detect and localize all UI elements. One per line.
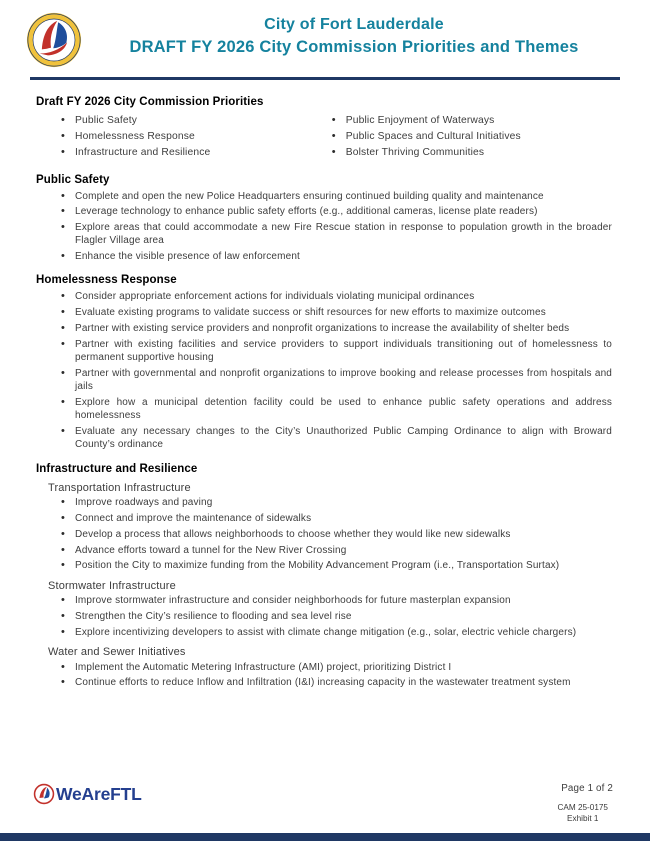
priority-item: • Homelessness Response — [60, 131, 307, 142]
section-public-safety — [36, 174, 612, 264]
transportation-list — [36, 496, 612, 572]
bullet-item: • Consider appropriate enforcement actions for individuals violating municipal ordinances — [60, 290, 612, 303]
section-heading: Infrastructure and Resilience — [36, 462, 198, 475]
bullet-item: • Implement the Automatic Metering Infrastructure (AMI) project, prioritizing District I — [60, 661, 612, 674]
document-content — [0, 80, 650, 690]
page-title: City of Fort Lauderdale — [264, 16, 444, 33]
priority-item: • Public Safety — [60, 115, 307, 126]
cam-number: CAM 25-0175 — [557, 802, 608, 812]
bullet-item: • Explore incentivizing developers to assist with climate change mitigation (e.g., solar, electric vehicle chargers) — [60, 626, 612, 639]
bullet-item: • Explore areas that could accommodate a new Fire Rescue station in response to population growth in the broader Flagler Village area — [60, 221, 612, 248]
homelessness-response-list — [36, 290, 612, 451]
bullet-item: • Complete and open the new Police Headquarters ensuring continued building quality and maintenance — [60, 190, 612, 203]
water-sewer-list — [36, 661, 612, 690]
wearftl-logo — [33, 783, 142, 805]
priorities-heading: Draft FY 2026 City Commission Priorities — [36, 95, 264, 108]
bullet-item: • Enhance the visible presence of law enforcement — [60, 250, 612, 263]
subsection-title: Water and Sewer Initiatives — [48, 646, 186, 659]
priorities-list-left — [36, 112, 307, 163]
footer-bar — [0, 833, 650, 841]
public-safety-list — [36, 190, 612, 264]
section-heading: Homelessness Response — [36, 274, 177, 287]
bullet-item: • Develop a process that allows neighborhoods to choose whether they would like new sidewalks — [60, 528, 612, 541]
city-seal-logo — [26, 12, 82, 68]
bullet-item: • Evaluate existing programs to validate success or shift resources for new efforts to maximize outcomes — [60, 306, 612, 319]
city-seal-icon — [26, 12, 82, 68]
bullet-item: • Leverage technology to enhance public safety efforts (e.g., additional cameras, license plate readers) — [60, 205, 612, 218]
page-number: Page 1 of 2 — [561, 783, 613, 794]
subsection-stormwater — [36, 580, 612, 639]
section-heading: Public Safety — [36, 173, 110, 186]
bullet-item: • Continue efforts to reduce Inflow and Infiltration (I&I) increasing capacity in the wastewater treatment system — [60, 676, 612, 689]
header-titles — [82, 12, 620, 57]
subsection-water-sewer — [36, 646, 612, 690]
page-header — [0, 0, 650, 68]
priority-item: • Bolster Thriving Communities — [331, 147, 612, 158]
priority-item: • Public Spaces and Cultural Initiatives — [331, 131, 612, 142]
bullet-item: • Partner with existing facilities and service providers to support individuals transitioning out of homelessness to permanent supportive housing — [60, 338, 612, 365]
exhibit-label: Exhibit 1 — [567, 813, 599, 823]
bullet-item: • Partner with governmental and nonprofit organizations to improve booking and release processes from hospitals and jails — [60, 367, 612, 394]
bullet-item: • Strengthen the City’s resilience to flooding and sea level rise — [60, 610, 612, 623]
priority-item: • Infrastructure and Resilience — [60, 147, 307, 158]
bullet-item: • Advance efforts toward a tunnel for the New River Crossing — [60, 544, 612, 557]
bullet-item: • Improve roadways and paving — [60, 496, 612, 509]
wearftl-icon — [33, 783, 55, 805]
priority-item: • Public Enjoyment of Waterways — [331, 115, 612, 126]
cam-reference — [557, 802, 608, 824]
section-infrastructure-resilience — [36, 463, 612, 690]
bullet-item: • Evaluate any necessary changes to the City’s Unauthorized Public Camping Ordinance to align with Broward County’s ordinance — [60, 425, 612, 452]
wearftl-wordmark: WeAreFTL — [56, 783, 142, 804]
bullet-item: • Partner with existing service providers and nonprofit organizations to increase the availability of shelter beds — [60, 322, 612, 335]
bullet-item: • Improve stormwater infrastructure and consider neighborhoods for future masterplan expansion — [60, 594, 612, 607]
stormwater-list — [36, 594, 612, 639]
subsection-transportation — [36, 482, 612, 573]
subsection-title: Stormwater Infrastructure — [48, 579, 176, 592]
subsection-title: Transportation Infrastructure — [48, 481, 191, 494]
priorities-columns — [36, 112, 612, 163]
bullet-item: • Position the City to maximize funding from the Mobility Advancement Program (i.e., Transportation Surtax) — [60, 559, 612, 572]
bullet-item: • Connect and improve the maintenance of sidewalks — [60, 512, 612, 525]
page-subtitle: DRAFT FY 2026 City Commission Priorities and Themes — [129, 38, 579, 56]
bullet-item: • Explore how a municipal detention facility could be used to enhance public safety operations and address homelessness — [60, 396, 612, 423]
section-homelessness-response — [36, 274, 612, 451]
priorities-list-right — [307, 112, 612, 163]
